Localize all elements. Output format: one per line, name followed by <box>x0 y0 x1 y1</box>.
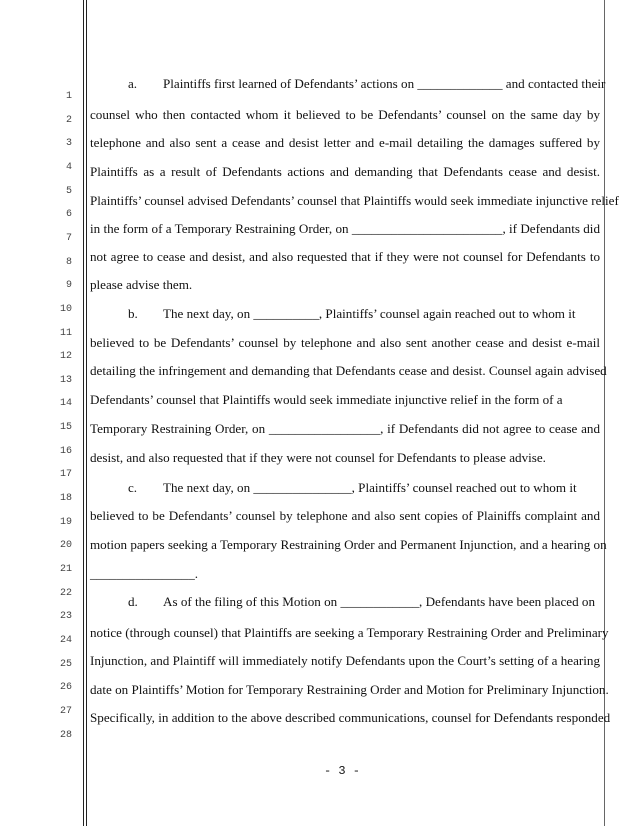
line-number: 27 <box>59 705 72 717</box>
paragraph-d-line-1: d. As of the filing of this Motion on ____________, Defendants have been placed on <box>128 594 596 609</box>
line-number: 4 <box>65 161 72 173</box>
line-number: 19 <box>59 516 72 528</box>
paragraph-d-line-3: Injunction, and Plaintiff will immediately notify Defendants upon the Court’s setting of a hearing <box>90 653 600 668</box>
paragraph-b-line-3: detailing the infringement and demanding that Defendants cease and desist. Counsel again advised <box>90 363 607 378</box>
line-number: 25 <box>59 658 72 670</box>
line-number: 17 <box>59 469 72 481</box>
paragraph-a-line-8: please advise them. <box>90 277 193 292</box>
line-number: 22 <box>59 587 72 599</box>
line-number: 13 <box>59 374 72 386</box>
paragraph-b-line-5: Temporary Restraining Order, on _________________, if Defendants did not agree to cease and <box>90 421 600 436</box>
line-number: 5 <box>65 185 72 197</box>
paragraph-b-line-1: b. The next day, on __________, Plaintiffs’ counsel again reached out to whom it <box>128 306 576 321</box>
paragraph-a-line-4: Plaintiffs as a result of Defendants actions and demanding that Defendants cease and desist. <box>90 164 600 179</box>
line-number: 28 <box>59 729 72 741</box>
line-number: 15 <box>59 422 72 434</box>
paragraph-d-line-5: Specifically, in addition to the above described communications, counsel for Defendants responded <box>90 710 611 725</box>
paragraph-c-line-2: believed to be Defendants’ counsel by telephone and also sent copies of Plainiffs complaint and <box>90 508 600 523</box>
line-number: 1 <box>65 91 72 102</box>
line-number: 11 <box>59 327 72 339</box>
line-number: 26 <box>59 682 72 694</box>
line-number: 2 <box>65 114 72 126</box>
paragraph-b-label: b. <box>128 306 138 321</box>
paragraph-c-line-4: ________________. <box>90 566 199 581</box>
line-number: 20 <box>59 540 72 552</box>
line-number: 18 <box>59 493 72 505</box>
paragraph-a-line-1: a. Plaintiffs first learned of Defendants’ actions on _____________ and contacted their <box>128 76 606 91</box>
paragraph-b-line-4: Defendants’ counsel that Plaintiffs would seek immediate injunctive relief in the form of a <box>90 392 563 407</box>
page-number: - 3 - <box>323 764 360 778</box>
paragraph-a-line-6: in the form of a Temporary Restraining Order, on _______________________, if Defendants did <box>90 221 600 236</box>
line-number: 16 <box>59 445 72 457</box>
line-number: 24 <box>59 634 72 646</box>
line-number: 9 <box>65 280 72 292</box>
paragraph-c-label: c. <box>128 480 138 495</box>
line-number: 10 <box>59 303 72 315</box>
line-number: 23 <box>59 611 72 623</box>
paragraph-d-label: d. <box>128 594 138 609</box>
paragraph-d-line-2: notice (through counsel) that Plaintiffs are seeking a Temporary Restraining Order and Preliminary <box>90 625 609 640</box>
paragraph-c-line-1: c. The next day, on _______________, Plaintiffs’ counsel reached out to whom it <box>128 480 577 495</box>
paragraph-b-line-2: believed to be Defendants’ counsel by telephone and also sent another cease and desist e-mail <box>90 335 600 350</box>
paragraph-a-line-3: telephone and also sent a cease and desist letter and e-mail detailing the damages suffered by <box>90 135 600 150</box>
line-number: 6 <box>65 209 72 221</box>
line-number: 12 <box>59 351 72 363</box>
paragraph-c-line-3: motion papers seeking a Temporary Restraining Order and Permanent Injunction, and a hearing on <box>90 537 607 552</box>
paragraph-b-line-6: desist, and also requested that if they were not counsel for Defendants to please advise. <box>90 450 546 465</box>
line-number: 3 <box>65 138 72 150</box>
paragraph-a-line-5: Plaintiffs’ counsel advised Defendants’ counsel that Plaintiffs would seek immediate injunctive relief <box>90 193 619 208</box>
paragraph-a-label: a. <box>128 76 138 91</box>
line-number: 21 <box>59 564 72 575</box>
line-number: 8 <box>65 256 72 268</box>
paragraph-a-line-7: not agree to cease and desist, and also requested that if they were not counsel for Defendants to <box>90 249 600 264</box>
paragraph-d-line-4: date on Plaintiffs’ Motion for Temporary Restraining Order and Motion for Preliminary Injunction. <box>90 682 609 697</box>
paragraph-a-line-2: counsel who then contacted whom it believed to be Defendants’ counsel on the same day by <box>90 107 600 122</box>
line-number: 14 <box>59 398 72 410</box>
line-number: 7 <box>65 232 72 244</box>
